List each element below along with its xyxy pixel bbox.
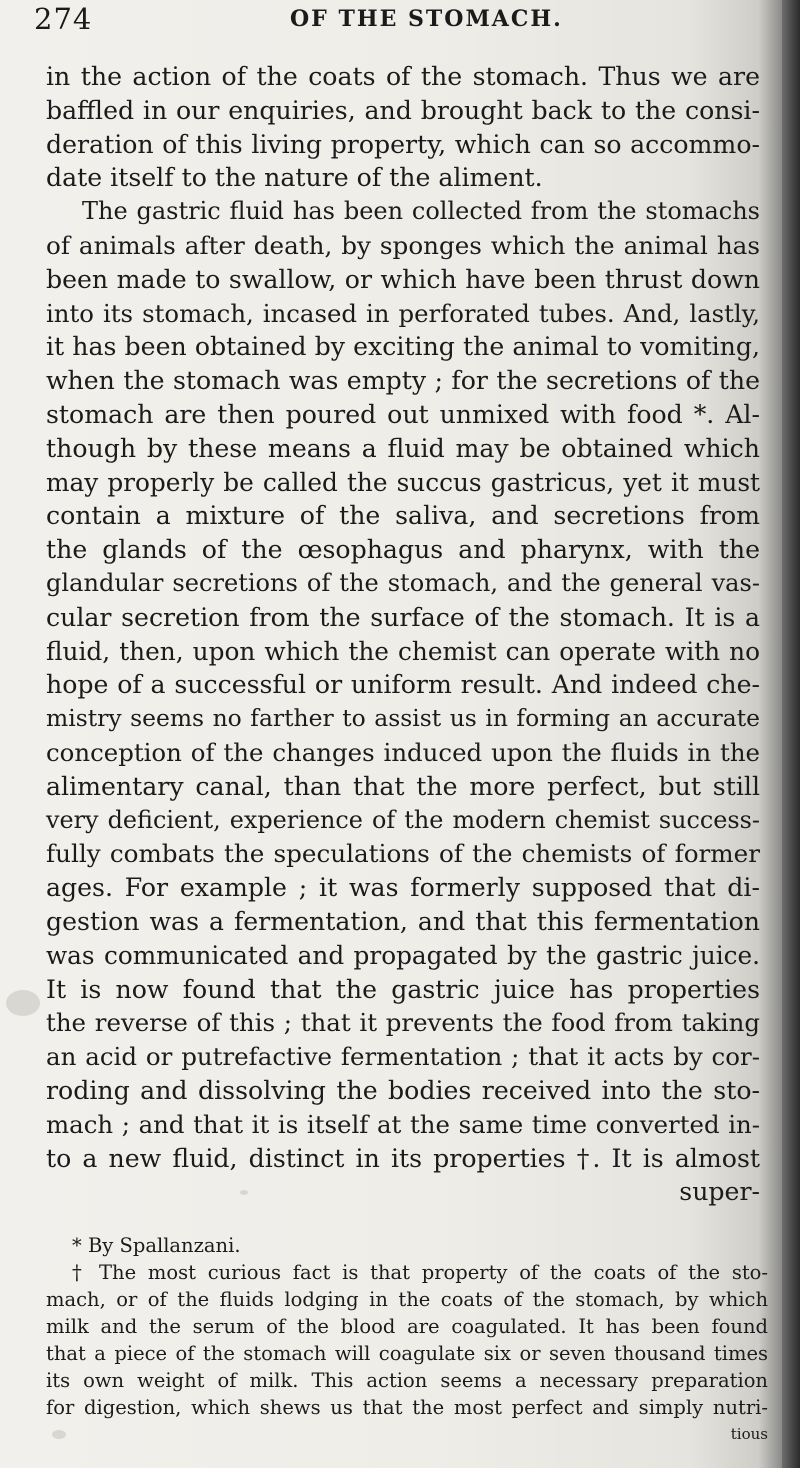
text-line: gestion was a fermentation, and that this fermentation: [46, 906, 760, 936]
text-line: fluid, then, upon which the chemist can operate with no: [46, 636, 760, 666]
body-text: [46, 60, 760, 1209]
text-line: hope of a successful or uniform result. And indeed che-: [46, 670, 760, 700]
text-line: it has been obtained by exciting the animal to vomiting,: [46, 332, 760, 362]
text-line: was communicated and propagated by the gastric juice.: [46, 940, 760, 970]
text-line: contain a mixture of the saliva, and secretions from: [46, 501, 760, 531]
catchword: super-: [679, 1177, 760, 1207]
text-line: though by these means a fluid may be obtained which: [46, 433, 760, 463]
text-line: stomach are then poured out unmixed with food *. Al-: [46, 399, 760, 429]
text-line: very deficient, experience of the modern chemist success-: [46, 805, 760, 834]
text-line: into its stomach, incased in perforated tubes. And, lastly,: [46, 298, 760, 328]
text-line: date itself to the nature of the aliment.: [46, 163, 543, 193]
paper-speck: [52, 1430, 66, 1439]
footnote-line: * By Spallanzani.: [72, 1234, 241, 1257]
footnote-catchword: tious: [730, 1425, 768, 1443]
paper-stain: [6, 990, 40, 1016]
page-gutter-shadow: [782, 0, 800, 1468]
footnote-line: mach, or of the fluids lodging in the coats of the stomach, by which: [46, 1288, 768, 1311]
text-line: in the action of the coats of the stomach. Thus we are: [46, 62, 760, 91]
text-line: the glands of the œsophagus and pharynx, with the: [46, 535, 760, 565]
text-line: when the stomach was empty ; for the secretions of the: [46, 366, 760, 396]
text-line: ages. For example ; it was formerly supposed that di-: [46, 873, 760, 903]
text-line: cular secretion from the surface of the stomach. It is a: [46, 602, 760, 632]
text-line: of animals after death, by sponges which the animal has: [46, 230, 760, 260]
text-line: been made to swallow, or which have been thrust down: [46, 264, 760, 294]
footnote-line: for digestion, which shews us that the most perfect and simply nutri-: [46, 1396, 768, 1419]
footnote-line: milk and the serum of the blood are coagulated. It has been found: [46, 1315, 768, 1338]
text-line: deration of this living property, which can so accommo-: [46, 129, 760, 159]
footnote-line: † The most curious fact is that property of the coats of the sto-: [72, 1261, 768, 1284]
text-line: mistry seems no farther to assist us in forming an accurate: [46, 704, 760, 733]
text-line: mach ; and that it is itself at the same time converted in-: [46, 1109, 760, 1139]
footnotes: [46, 1232, 768, 1448]
text-line: may properly be called the succus gastricus, yet it must: [46, 467, 760, 497]
text-line: conception of the changes induced upon the fluids in the: [46, 737, 760, 767]
text-line: alimentary canal, than that the more perfect, but still: [46, 771, 760, 801]
running-head: [0, 2, 782, 36]
text-line: the reverse of this ; that it prevents the food from taking: [46, 1008, 760, 1038]
paper-speck: [240, 1190, 248, 1195]
text-line: an acid or putrefactive fermentation ; that it acts by cor-: [46, 1042, 760, 1072]
text-line: roding and dissolving the bodies received into the sto-: [46, 1075, 760, 1105]
text-line: It is now found that the gastric juice has properties: [46, 974, 760, 1004]
running-head-title: OF THE STOMACH.: [290, 6, 563, 32]
text-line: glandular secretions of the stomach, and the general vas-: [46, 568, 760, 597]
text-line: fully combats the speculations of the chemists of former: [46, 839, 760, 869]
text-line: baffled in our enquiries, and brought back to the consi-: [46, 95, 760, 125]
footnote-line: its own weight of milk. This action seems a necessary preparation: [46, 1369, 768, 1392]
footnote-line: that a piece of the stomach will coagulate six or seven thousand times: [46, 1342, 768, 1365]
page-number: 274: [34, 2, 93, 36]
text-line: The gastric fluid has been collected from the stomachs: [82, 197, 760, 226]
text-line: to a new fluid, distinct in its properties †. It is almost: [46, 1143, 760, 1173]
